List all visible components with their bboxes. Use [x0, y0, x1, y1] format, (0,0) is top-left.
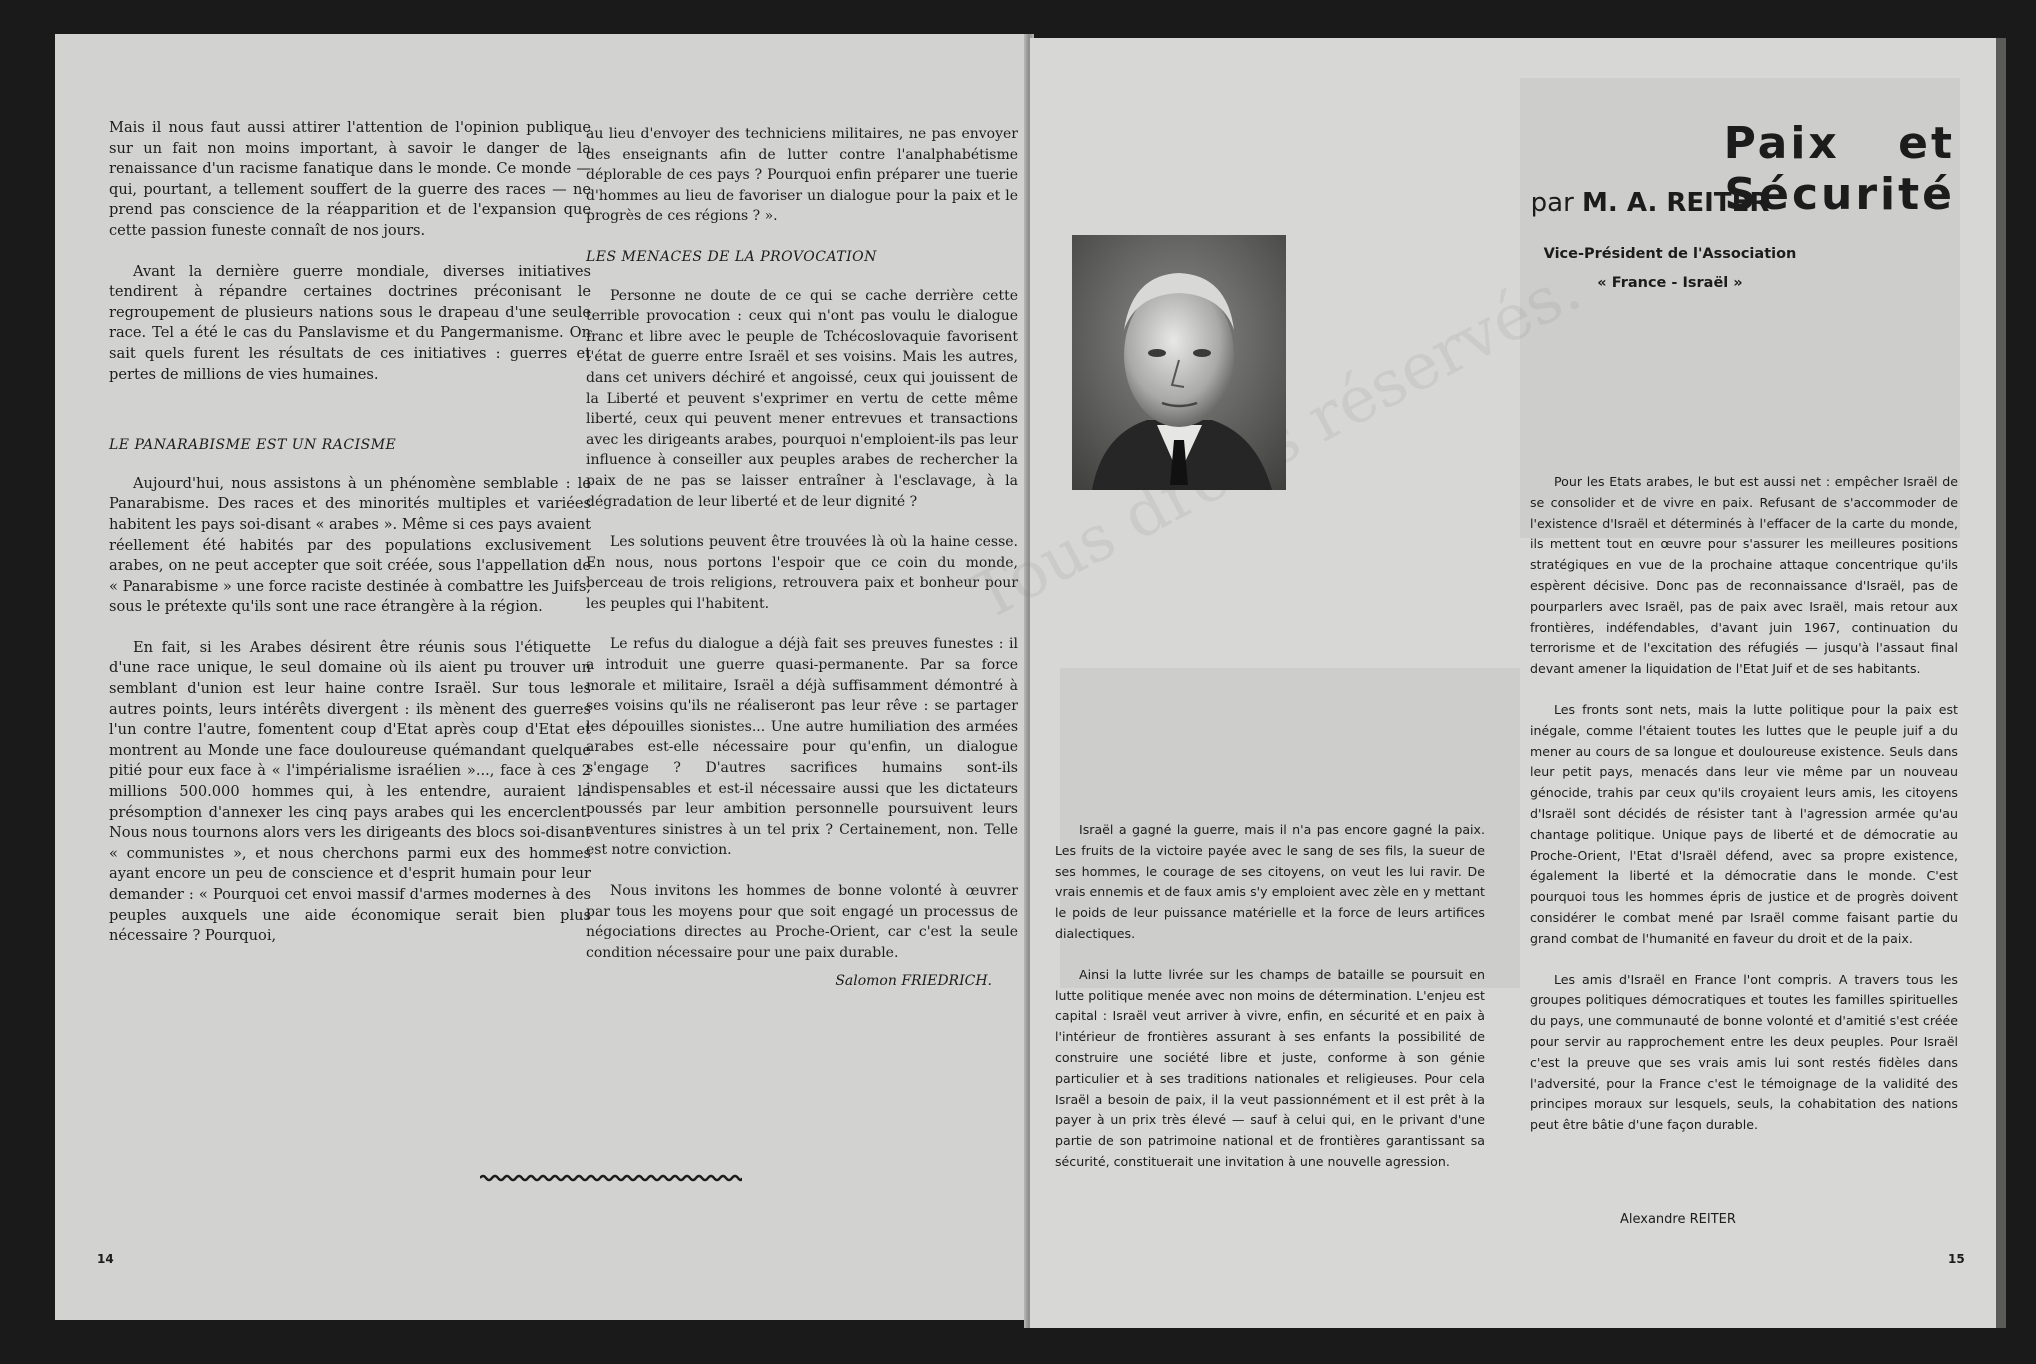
section-heading: LE PANARABISME EST UN RACISME	[109, 437, 397, 454]
author-name: M. A. REITER	[1582, 188, 1770, 218]
paragraph: au lieu d'envoyer des techniciens militaires, ne pas envoyer des enseignants afin de lutter contre l'analphabétisme déplorable de ces pays ? Pourquoi enfin préparer une tuerie d'hommes au lieu de favoriser un dialogue pour la paix et le progrès de ces régions ? ».	[586, 126, 1018, 225]
paragraph: En fait, si les Arabes désirent être réunis sous l'étiquette d'une race unique, le seul domaine où ils aient pu trouver un semblant d'union est leur haine contre Israël. Sur tous les autres points, leurs intérêts divergent : ils mènent des guerres l'un contre l'autre, fomentent coup d'Etat après coup d'Etat et montrent au Monde une face douloureuse quémandant quelque pitié pour eux face à « l'impérialisme israélien »..., face à ces 2 millions 500.000 hommes qui, à les entendre, auraient la présomption d'annexer les cinq pays arabes qui les encerclent. Nous nous tournons alors vers les dirigeants des blocs soi-disant « communistes », et nous cherchons parmi eux des hommes ayant encore un peu de conscience et d'esprit humain pour leur demander : « Pourquoi cet envoi massif d'armes modernes à des peuples auxquels une aide économique serait bien plus nécessaire ? Pourquoi,	[109, 638, 591, 945]
author-portrait	[1072, 235, 1286, 490]
paragraph: Aujourd'hui, nous assistons à un phénomène semblable : le Panarabisme. Des races et des minorités multiples et variées habitent les pays soi-disant « arabes ». Même si ces pays avaient réellement été habités par des populations exclusivement arabes, on ne peut accepter que soit créée, sous l'appellation de « Panarabisme » une force raciste destinée à combattre les Juifs, sous le prétexte qu'ils sont une race étrangère à la région.	[109, 474, 591, 616]
paragraph: Les amis d'Israël en France l'ont compris. A travers tous les groupes politiques démocratiques et toutes les familles spirituelles du pays, une communauté de bonne volonté et d'amitié s'est créée pour servir au rapprochement entre les deux peuples. Pour Israël c'est la preuve que ses vrais amis lui sont restés fidèles dans l'adversité, pour la France c'est le témoignage de la validité des principes moraux sur lesquels, seuls, la cohabitation des nations peut être bâtie d'une façon durable.	[1530, 971, 1958, 1133]
left-column-2	[586, 124, 1018, 992]
right-column-right	[1530, 472, 1958, 1156]
article-title: Paix et Sécurité	[1723, 118, 1955, 220]
paragraph: Pour les Etats arabes, le but est aussi net : empêcher Israël de se consolider et de vivre en paix. Refusant de s'accommoder de l'existence d'Israël et déterminés à l'effacer de la carte du monde, ils mettent tout en œuvre pour s'assurer les meilleures positions stratégiques en vue de la prochaine attaque concentrique qu'ils espèrent décisive. Donc pas de reconnaissance d'Israël, pas de pourparlers avec Israël, pas de paix avec Israël, mais retour aux frontières, indéfendables, d'avant juin 1967, continuation du terrorisme et de l'excitation des réfugiés — jusqu'à l'assaut final devant amener la liquidation de l'Etat Juif et de ses habitants.	[1530, 474, 1958, 677]
subtitle-line: Vice-Président de l'Association	[1543, 246, 1797, 262]
byline-prefix: par	[1530, 188, 1574, 218]
right-column-left	[1055, 820, 1485, 1193]
left-column-1	[109, 118, 591, 967]
paragraph: Avant la dernière guerre mondiale, diverses initiatives tendirent à répandre certaines doctrines préconisant le regroupement de plusieurs nations sous le drapeau d'une seule race. Tel a été le cas du Panslavisme et du Pangermanisme. On sait quels furent les résultats de ces initiatives : guerres et pertes de millions de vies humaines.	[109, 262, 591, 383]
page-edge	[1996, 38, 2006, 1328]
paragraph: Mais il nous faut aussi attirer l'attention de l'opinion publique sur un fait non moins important, à savoir le danger de la renaissance d'un racisme fanatique dans le monde. Ce monde — qui, pourtant, a tellement souffert de la guerre des races — ne prend pas conscience de la réapparition et de l'expansion que cette passion funeste connaît de nos jours.	[109, 119, 591, 239]
paragraph: Les solutions peuvent être trouvées là où la haine cesse. En nous, nous portons l'espoir que ce coin du monde, berceau de trois religions, retrouvera paix et bonheur pour les peuples qui l'habitent.	[586, 534, 1018, 612]
paragraph: Personne ne doute de ce qui se cache derrière cette terrible provocation : ceux qui n'ont pas voulu le dialogue franc et libre avec le peuple de Tchécoslovaquie favorisent l'état de guerre entre Israël et ses voisins. Mais les autres, dans cet univers déchiré et angoissé, ceux qui jouissent de la Liberté et peuvent s'exprimer en vertu de cette même liberté, ceux qui peuvent mener entrevues et transactions avec les dirigeants arabes, pourquoi n'emploient-ils pas leur influence à conseiller aux peuples arabes de rechercher la paix de ne pas se laisser entraîner à l'esclavage, à la dégradation de leur liberté et de leur dignité ?	[586, 287, 1018, 510]
signature: Salomon FRIEDRICH.	[835, 973, 992, 990]
page-number: 14	[97, 1252, 114, 1266]
section-heading: LES MENACES DE LA PROVOCATION	[586, 248, 877, 265]
byline	[1500, 188, 1800, 218]
watermark: Tous réservés.	[960, 252, 1593, 636]
author-title	[1520, 240, 1820, 298]
paragraph: Le refus du dialogue a déjà fait ses preuves funestes : il a introduit une guerre quasi-permanente. Par sa force morale et militaire, Israël a déjà suffisamment démontré à ses voisins qu'ils ne réaliseront pas leur rêve : se partager les dépouilles sionistes... Une autre humiliation des armées arabes est-elle nécessaire pour qu'enfin, un dialogue s'engage ? D'autres sacrifices humains sont-ils indispensables et est-il nécessaire aussi que les dictateurs poussés par leur ambition personnelle poursuivent leurs aventures sinistres à un tel prix ? Certainement, non. Telle est notre conviction.	[586, 636, 1018, 859]
signature: Alexandre REITER	[1620, 1212, 1736, 1227]
paragraph: Israël a gagné la guerre, mais il n'a pas encore gagné la paix. Les fruits de la victoire payée avec le sang de ses fils, la sueur de ses hommes, le courage de ses citoyens, on veut les lui ravir. De vrais ennemis et de faux amis s'y emploient avec zèle en y mettant le poids de leur puissance matérielle et la force de leurs artifices dialectiques.	[1055, 822, 1485, 941]
left-page	[55, 34, 1027, 1320]
paragraph: Nous invitons les hommes de bonne volonté à œuvrer par tous les moyens pour que soit engagé un processus de négociations directes au Proche-Orient, car c'est la seule condition nécessaire pour une paix durable.	[586, 883, 1018, 961]
page-number: 15	[1948, 1252, 1965, 1266]
paragraph: Les fronts sont nets, mais la lutte politique pour la paix est inégale, comme l'étaient toutes les luttes que le peuple juif a du mener au cours de sa longue et douloureuse existence. Seuls dans leur petit pays, menacés dans leur vie même par un nouveau génocide, trahis par ceux qu'ils croyaient leurs amis, les citoyens d'Israël sont décidés de résister tant à l'agression armée qu'au chantage politique. Unique pays de liberté et de démocratie au Proche-Orient, l'Etat d'Israël défend, avec sa propre existence, également la liberté et la démocratie dans le monde. C'est pourquoi tous les hommes épris de justice et de progrès doivent considérer le combat mené par Israël comme faisant partie du grand combat de l'humanité en faveur du droit et de la paix.	[1530, 701, 1958, 946]
decorative-divider	[480, 1174, 742, 1182]
paragraph: Ainsi la lutte livrée sur les champs de bataille se poursuit en lutte politique menée avec non moins de détermination. L'enjeu est capital : Israël veut arriver à vivre, enfin, en sécurité et en paix à l'intérieur de frontières assurant à ses enfants la possibilité de construire une société libre et juste, conforme à son génie particulier et à ses traditions nationales et religieuses. Pour cela Israël a besoin de paix, il la veut passionnément et il est prêt à la payer à un prix très élevé — sauf à celui qui, en le privant d'une partie de son patrimoine national et de frontières garantissant sa sécurité, constituerait une invitation à une nouvelle agression.	[1055, 966, 1485, 1169]
subtitle-line: « France - Israël »	[1597, 275, 1743, 291]
